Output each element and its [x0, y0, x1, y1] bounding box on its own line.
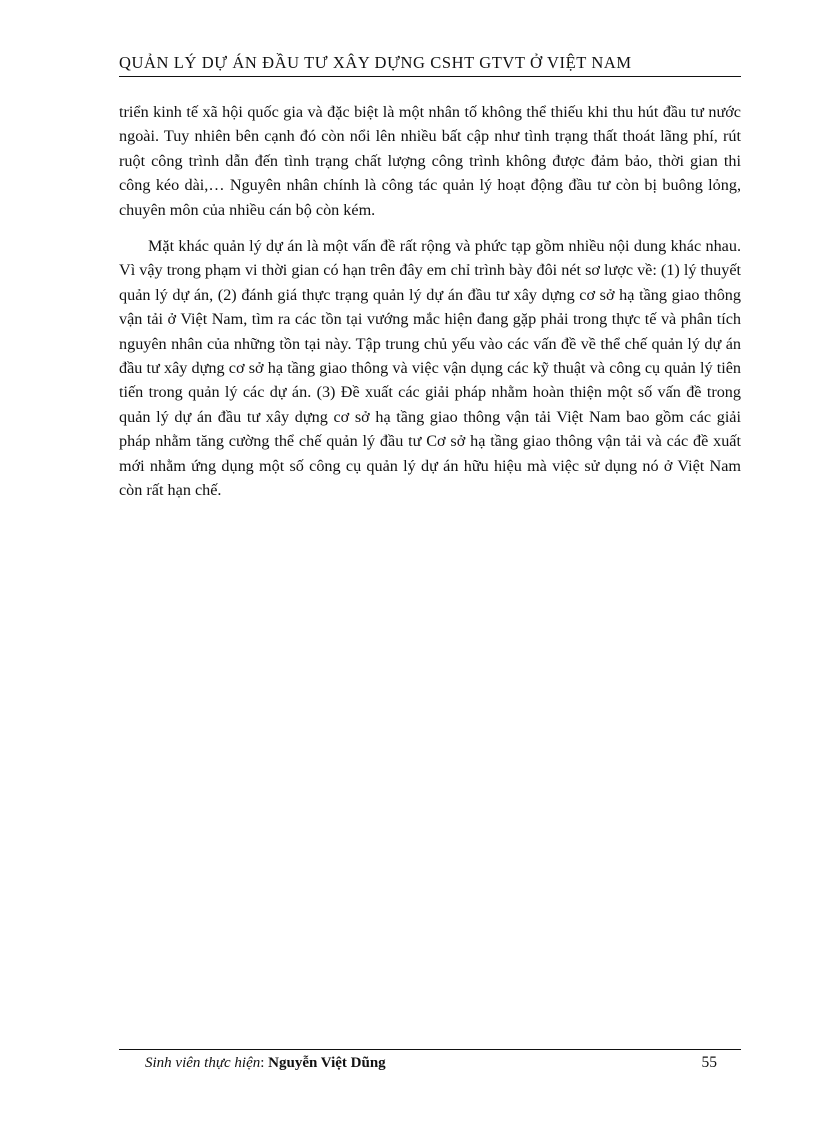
- footer-divider: [119, 1049, 741, 1050]
- page-footer: [145, 1053, 717, 1073]
- page-number: 55: [701, 1054, 717, 1071]
- footer-separator: :: [260, 1055, 269, 1071]
- footer-label: Sinh viên thực hiện: [145, 1055, 261, 1071]
- header-divider: [119, 76, 741, 77]
- paragraph-2: Mặt khác quản lý dự án là một vấn đề rất rộng và phức tạp gồm nhiều nội dung khác nhau. Vì vậy trong phạm vi thời gian có hạn trên đây em chỉ trình bày đôi nét sơ lược về: (1) lý thuyết quản lý dự án, (2) đánh giá thực trạng quản lý dự án đầu tư xây dựng cơ sở hạ tầng giao thông vận tải ở Việt Nam, tìm ra các tồn tại vướng mắc hiện đang gặp phải trong thực tế và phân tích nguyên nhân của những tồn tại này. Tập trung chủ yếu vào các vấn đề về thể chế quản lý dự án đầu tư xây dựng cơ sở hạ tầng giao thông và việc vận dụng các kỹ thuật và công cụ quản lý tiên tiến trong quản lý các dự án. (3) Đề xuất các giải pháp nhằm hoàn thiện một số vấn đề trong quản lý dự án đầu tư xây dựng cơ sở hạ tầng giao thông vận tải Việt Nam bao gồm các giải pháp nhằm tăng cường thể chế quản lý đầu tư Cơ sở hạ tầng giao thông vận tải và các đề xuất mới nhằm ứng dụng một số công cụ quản lý dự án hữu hiệu mà việc sử dụng nó ở Việt Nam còn rất hạn chế.: [119, 237, 741, 500]
- author-name: Nguyễn Việt Dũng: [268, 1055, 386, 1071]
- paragraph-1: triển kinh tế xã hội quốc gia và đặc biệt là một nhân tố không thể thiếu khi thu hút đầu tư nước ngoài. Tuy nhiên bên cạnh đó còn nổi lên nhiều bất cập như tình trạng thất thoát lãng phí, rút ruột công trình dẫn đến tình trạng chất lượng công trình không được đảm bảo, thời gian thi công kéo dài,… Nguyên nhân chính là công tác quản lý hoạt động đầu tư còn bị buông lỏng, chuyên môn của nhiều cán bộ còn kém.: [119, 103, 741, 219]
- running-header: QUẢN LÝ DỰ ÁN ĐẦU TƯ XÂY DỰNG CSHT GTVT Ở VIỆT NAM: [119, 53, 632, 72]
- footer-credit: [145, 1053, 386, 1073]
- body-text: [119, 100, 741, 515]
